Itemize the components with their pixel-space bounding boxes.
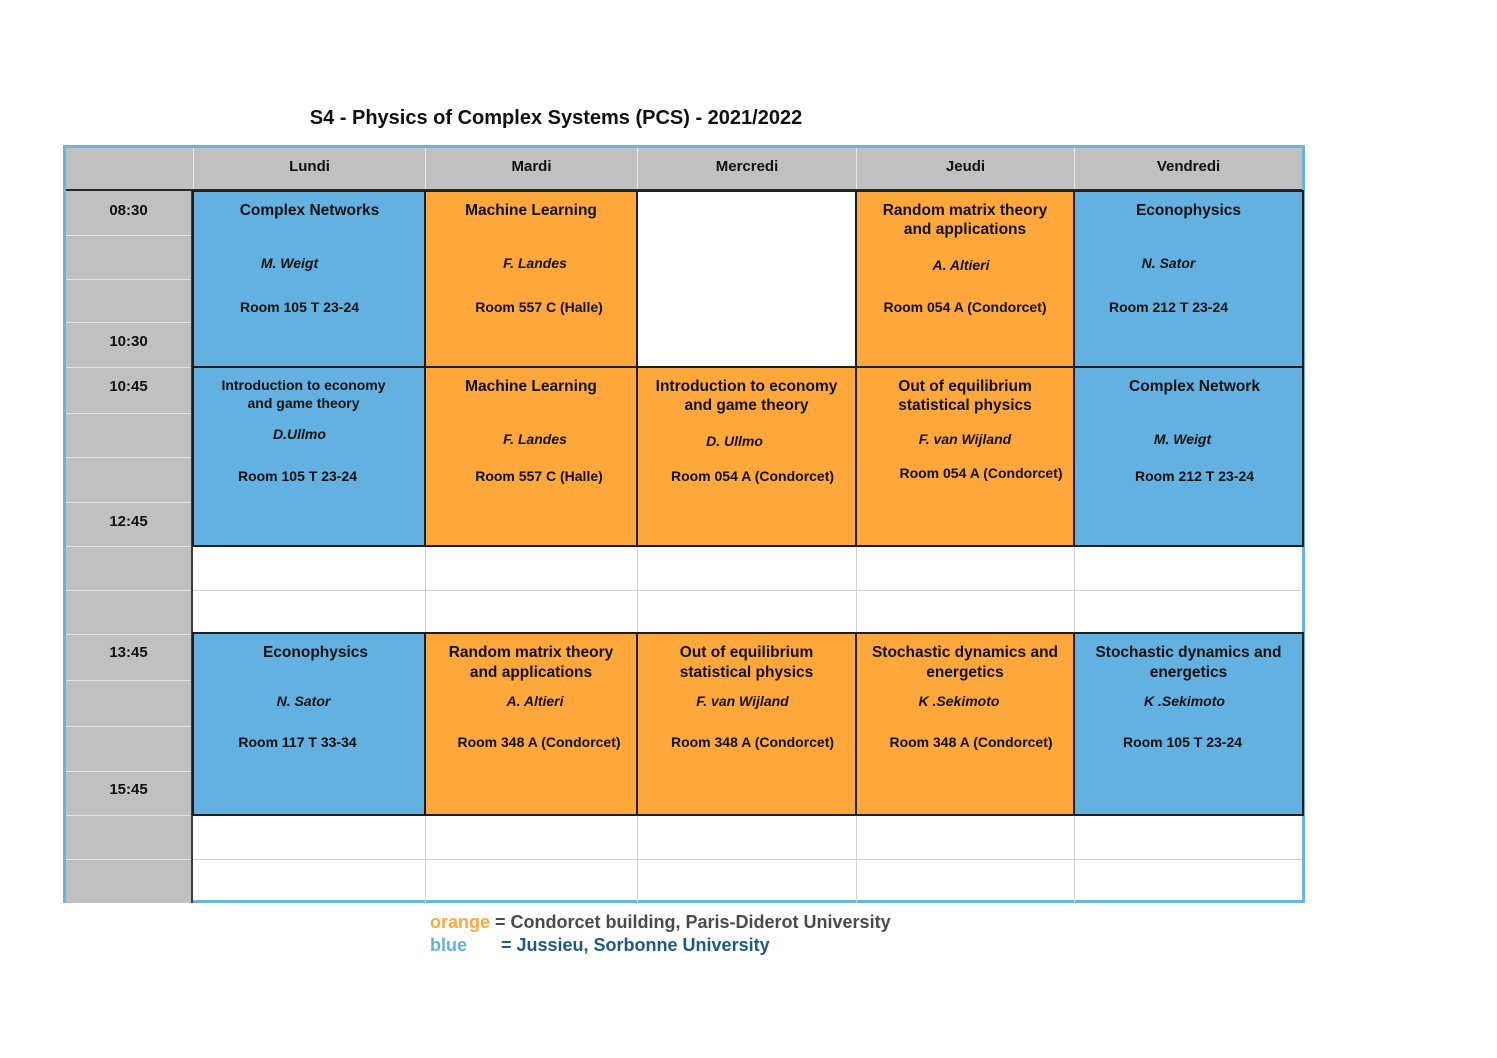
course-block-mardi-am2[interactable] [424,366,638,547]
course-title: Econophysics [262,644,369,661]
course-room: Room 105 T 23-24 [239,299,360,315]
course-block-jeudi-pm[interactable] [855,632,1075,816]
grid-line [1074,545,1075,633]
time-label-1045: 10:45 [109,378,148,395]
grid-line [193,859,1302,860]
legend-blue-text: = Jussieu, Sorbonne University [496,935,770,955]
legend-orange [430,912,891,933]
course-block-lundi-am1[interactable] [192,190,427,368]
day-header-lundi: Lundi [193,148,425,189]
course-title-line2: energetics [926,664,1004,681]
timetable-grid [63,145,1305,903]
course-title-line1: Introduction to economy [221,377,386,393]
course-block-mardi-pm[interactable] [424,632,638,816]
course-block-mardi-am1[interactable] [424,190,638,368]
course-title-line1: Out of equilibrium [679,644,814,661]
time-label-1345: 13:45 [109,644,148,661]
course-block-vendredi-am1[interactable] [1073,190,1304,368]
course-room: Room 348 A (Condorcet) [889,734,1053,750]
grid-line [637,545,638,633]
course-room: Room 054 A (Condorcet) [899,465,1063,481]
course-title-line1: Stochastic dynamics and [871,644,1059,661]
course-title-line1: Introduction to economy [655,378,838,395]
course-block-lundi-pm[interactable] [192,632,427,816]
course-title: Machine Learning [465,378,597,395]
grid-line [637,815,638,903]
course-room: Room 348 A (Condorcet) [457,734,621,750]
course-room: Room 557 C (Halle) [475,299,603,315]
course-block-lundi-am2[interactable] [192,366,427,547]
course-room: Room 212 T 23-24 [1108,299,1229,315]
time-label-0830: 08:30 [109,202,148,219]
course-block-mercredi-am2[interactable] [636,366,857,547]
day-header-mercredi: Mercredi [637,148,856,189]
course-teacher: K .Sekimoto [918,693,1000,709]
day-header-vendredi: Vendredi [1074,148,1302,189]
course-block-mercredi-pm[interactable] [636,632,857,816]
course-block-jeudi-am1[interactable] [855,190,1075,368]
course-title-line1: Out of equilibrium [898,378,1032,395]
grid-line [1074,815,1075,903]
course-block-vendredi-pm[interactable] [1073,632,1304,816]
course-title-line2: and game theory [684,397,809,414]
course-block-vendredi-am2[interactable] [1073,366,1304,547]
course-room: Room 054 A (Condorcet) [670,468,835,484]
time-label-1545: 15:45 [109,781,148,798]
course-title: Machine Learning [465,202,597,219]
course-teacher: D.Ullmo [273,426,326,442]
course-teacher: M. Weigt [260,255,319,271]
course-room: Room 054 A (Condorcet) [883,299,1047,315]
course-title: Complex Networks [239,202,380,219]
course-title-line1: Stochastic dynamics and [1095,644,1282,661]
time-label-1030: 10:30 [109,333,148,350]
day-header-mardi: Mardi [425,148,637,189]
course-title-line1: Random matrix theory [448,644,614,661]
time-column [66,191,193,903]
course-teacher: D. Ullmo [706,433,763,449]
legend-orange-text: = Condorcet building, Paris-Diderot University [490,912,891,932]
course-teacher: F. Landes [503,431,567,447]
course-teacher: A. Altieri [506,693,564,709]
course-teacher: M. Weigt [1153,431,1212,447]
course-room: Room 105 T 23-24 [237,468,358,484]
course-room: Room 348 A (Condorcet) [670,734,835,750]
grid-line [193,590,1302,591]
course-teacher: F. van Wijland [696,693,789,709]
empty-slot-mercredi-am1 [636,190,857,368]
grid-line [425,545,426,633]
course-block-jeudi-am2[interactable] [855,366,1075,547]
course-room: Room 212 T 23-24 [1134,468,1255,484]
day-header-jeudi: Jeudi [856,148,1074,189]
course-title-line2: energetics [1149,664,1228,681]
time-label-1245: 12:45 [109,513,148,530]
grid-line [425,815,426,903]
course-teacher: A. Altieri [932,257,990,273]
course-title-line2: and game theory [247,395,360,411]
course-teacher: K .Sekimoto [1144,693,1225,709]
legend-orange-word: orange [430,912,491,932]
grid-line [856,815,857,903]
course-title-line2: statistical physics [679,664,814,681]
legend-blue [430,935,770,956]
course-title-line2: and applications [903,221,1027,238]
page-title: S4 - Physics of Complex Systems (PCS) - 2021/2022 [309,107,803,129]
course-title: Complex Network [1129,378,1260,395]
course-teacher: F. van Wijland [918,431,1012,447]
course-teacher: N. Sator [1141,255,1196,271]
course-title-line2: statistical physics [898,397,1032,414]
legend-blue-word: blue [430,935,468,955]
header-row [66,148,1302,191]
course-room: Room 557 C (Halle) [475,468,603,484]
course-teacher: N. Sator [276,693,331,709]
course-title-line1: Random matrix theory [882,202,1048,219]
course-room: Room 105 T 23-24 [1122,734,1243,750]
grid-line [856,545,857,633]
course-teacher: F. Landes [503,255,567,271]
course-room: Room 117 T 33-34 [238,734,357,750]
course-title-line2: and applications [469,664,593,681]
course-title: Econophysics [1135,202,1242,219]
